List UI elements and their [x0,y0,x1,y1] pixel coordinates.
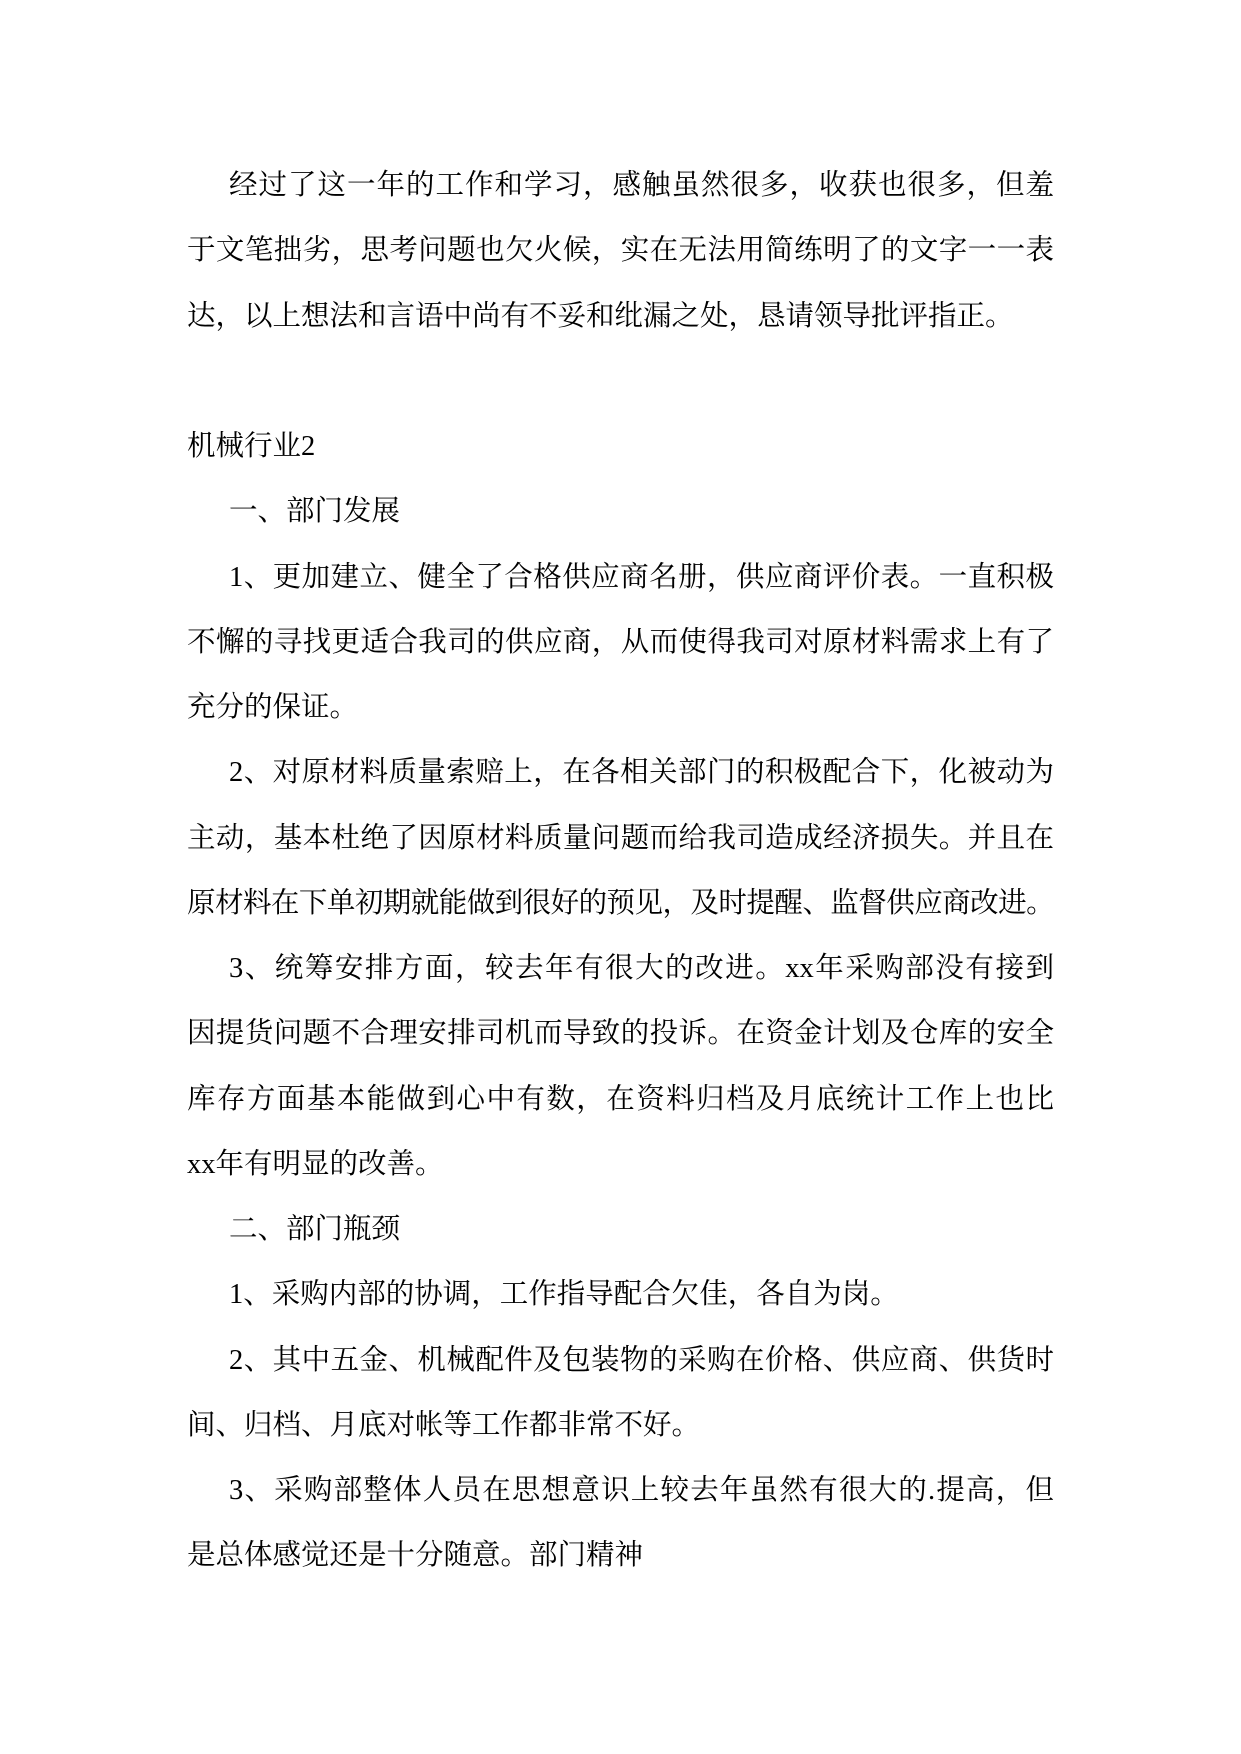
paragraph-line: 1、更加建立、健全了合格供应商名册，供应商评价表。一直积极 [229,561,1054,593]
paragraph-line: xx年有明显的改善。 [187,1148,444,1180]
paragraph-line: 不懈的寻找更适合我司的供应商，从而使得我司对原材料需求上有了 [187,626,1054,658]
paragraph-line: 3、统筹安排方面，较去年有很大的改进。xx年采购部没有接到 [229,953,1054,984]
section-title: 机械行业2 [187,431,316,462]
paragraph-line: 充分的保证。 [187,692,359,723]
document-body [187,153,1054,1589]
paragraph-line: 2、对原材料质量索赔上，在各相关部门的积极配合下，化被动为 [229,757,1054,789]
list-item [187,545,1054,741]
paragraph-line: 2、其中五金、机械配件及包装物的采购在价格、供应商、供货时 [229,1344,1054,1376]
section-heading: 一、部门发展 [229,496,401,528]
paragraph-line: 是总体感觉还是十分随意。部门精神 [187,1540,644,1572]
paragraph-line: 原材料在下单初期就能做到很好的预见，及时提醒、监督供应商改进。 [187,887,1054,919]
list-item [187,1262,1054,1327]
list-item [187,1328,1054,1459]
list-item [187,1458,1054,1589]
intro-paragraph [187,153,1054,349]
paragraph-line: 于文笔拙劣，思考问题也欠火候，实在无法用简练明了的文字一一表 [187,235,1054,267]
paragraph-line: 3、采购部整体人员在思想意识上较去年虽然有很大的.提高，但 [229,1475,1054,1506]
list-item [187,936,1054,1197]
paragraph-line: 间、归档、月底对帐等工作都非常不好。 [187,1409,701,1441]
paragraph-line: 因提货问题不合理安排司机而导致的投诉。在资金计划及仓库的安全 [187,1018,1054,1050]
blank-line [187,349,1054,414]
paragraph-line: 达，以上想法和言语中尚有不妥和纰漏之处，恳请领导批评指正。 [187,300,1014,332]
paragraph-line: 库存方面基本能做到心中有数，在资料归档及月底统计工作上也比 [187,1083,1054,1115]
section [187,479,1054,1197]
section-heading: 二、部门瓶颈 [229,1214,401,1245]
paragraph-line: 主动，基本杜绝了因原材料质量问题而给我司造成经济损失。并且在 [187,822,1054,854]
section [187,1197,1054,1589]
list-item [187,740,1054,936]
paragraph-line: 经过了这一年的工作和学习，感触虽然很多，收获也很多，但羞 [229,170,1054,201]
paragraph-line: 1、采购内部的协调，工作指导配合欠佳，各自为岗。 [229,1279,899,1311]
